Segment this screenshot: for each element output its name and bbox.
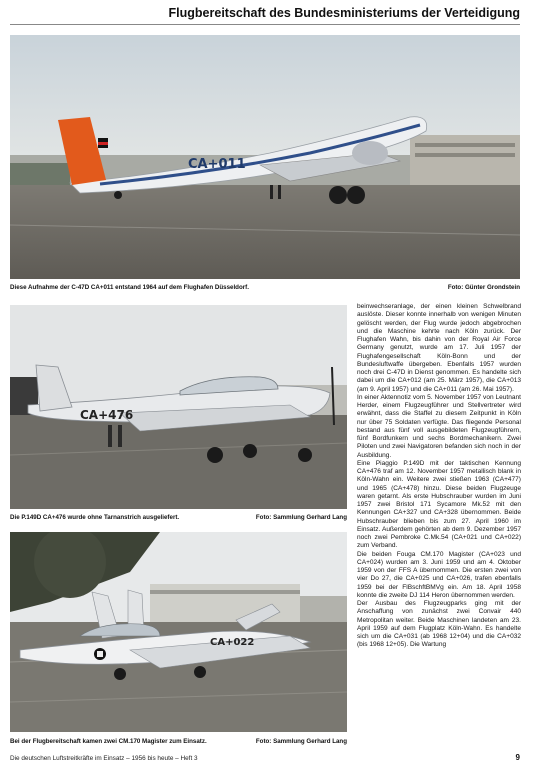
photo-credit: Foto: Günter Grondstein: [447, 284, 520, 291]
photo-credit: Foto: Sammlung Gerhard Lang: [255, 514, 347, 521]
photo-c47d: [10, 35, 520, 279]
photo-caption: Diese Aufnahme der C-47D CA+011 entstand 1964 auf dem Flughafen Düsseldorf.: [10, 284, 249, 291]
aircraft-registration: CA+476: [80, 408, 134, 422]
header-divider: [10, 24, 520, 25]
aircraft-registration: CA+022: [210, 637, 255, 648]
photo-credit: Foto: Sammlung Gerhard Lang: [255, 738, 347, 745]
article-text-column: [357, 303, 521, 751]
photo-caption: Bei der Flugbereitschaft kamen zwei CM.170 Magister zum Einsatz.: [10, 738, 207, 745]
photo-magister: [10, 532, 347, 732]
article-paragraph: Die beiden Fouga CM.170 Magister (CA+023 und CA+024) wurden am 3. Juni 1959 und am 4. Oktober 1959 von der FFS A übernommen. Die ersten zwei von vier Do 27, die CA+025 und CA+026, trafen ebenfalls 1959 bei der FlBschftBMVg ein. Am 18. April 1958 konnte die zweite DJ 114 Heron übernommen werden.: [357, 550, 521, 599]
article-paragraph: In einer Aktennotiz vom 5. November 1957 von Leutnant Herder, einem Flugzeugführer und Stellvertreter wird erwähnt, dass die Staffel zu diesem Zeitpunkt in Köln nur über 75 Soldaten verfügte. Das fliegende Personal bestand aus fünf voll ausgebildeten Flugzeugführern, fünf Bordfunkern und sechs Bordmechanikern. Zwei Piloten und zwei Navigatoren befanden sich noch in der Ausbildung.: [357, 393, 521, 459]
photo-p149d: [10, 305, 347, 509]
aircraft-registration: CA+011: [188, 157, 246, 172]
article-paragraph: beinwechseranlage, der einen kleinen Schwelbrand auslöste. Dieser konnte innerhalb von wenigen Minuten gelöscht werden, der Flug wurde jedoch abgebrochen und die Maschine kehrte nach Köln zurück. Der Flughafen Wahn, bis dahin von der Royal Air Force Germany genutzt, wurde am 17. Juli 1957 der Flughafengesellschaft Köln-Bonn und der Bundesluftwaffe übergeben. Ebenfalls 1957 wurden noch drei C-47D in Dienst genommen. Es handelte sich dabei um die CA+012 (am 25. März 1957), die CA+013 (am 9. April 1957) und die CA+011 (am 26. Mai 1957).: [357, 303, 521, 393]
footer-series-title: Die deutschen Luftstreitkräfte im Einsatz – 1956 bis heute – Heft 3: [10, 755, 198, 762]
page-header-title: Flugbereitschaft des Bundesministeriums der Verteidigung: [168, 6, 520, 20]
photo-caption: Die P.149D CA+476 wurde ohne Tarnanstrich ausgeliefert.: [10, 514, 180, 521]
page-number: 9: [515, 753, 520, 762]
article-paragraph: Der Ausbau des Flugzeugparks ging mit der Anschaffung von zunächst zwei Convair 440 Metropolitan weiter. Beide Maschinen landeten am 23. April 1959 auf dem Flugplatz Köln-Wahn. Es handelte sich um die CA+031 (ab 1968 12+04) und die CA+032 (bis 1968 12+05). Die Wartung: [357, 600, 521, 649]
article-paragraph: Eine Piaggio P.149D mit der taktischen Kennung CA+476 traf am 12. November 1957 metallisch blank in Köln-Wahn ein. Weitere zwei stießen 1963 (CA+477) und 1965 (CA+478) hinzu. Diese beiden Flugzeuge waren getarnt. Als erste Hubschrauber wurden im Juni 1957 zwei Bristol 171 Sycamore Mk.52 mit den Kennungen CA+327 und CA+328 übernommen. Beide Hubschrauber blieben bis zum 27. April 1960 im Einsatz. Außerdem gehörten ab dem 9. Dezember 1957 noch zwei Pembroke C.Mk.54 (CA+021 und CA+022) zum Verband.: [357, 459, 521, 550]
